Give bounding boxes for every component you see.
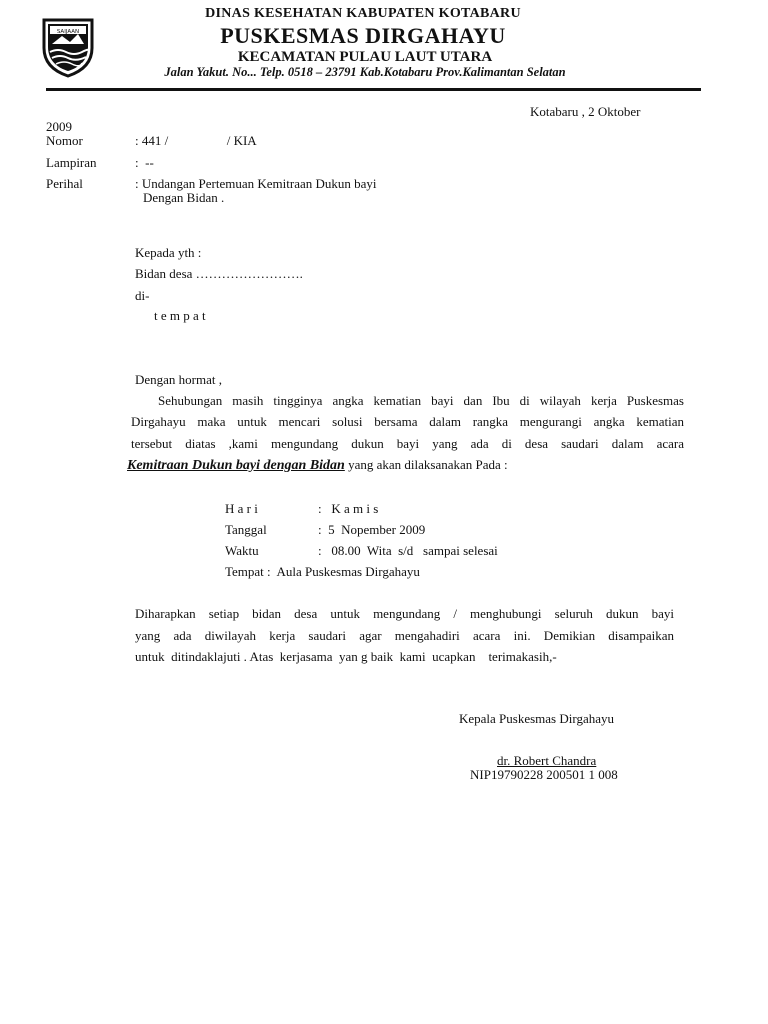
body-line-3: tersebut diatas ,kami mengundang dukun bayi yang ada di desa saudari dalam acara xyxy=(131,436,684,451)
letterhead-institution: PUSKESMAS DIRGAHAYU xyxy=(220,23,506,48)
lampiran-value: : -- xyxy=(135,155,154,170)
tanggal-value: : 5 Nopember 2009 xyxy=(318,522,426,537)
body-line-4-rest: yang akan dilaksanakan Pada : xyxy=(344,457,508,472)
letterhead-agency: DINAS KESEHATAN KABUPATEN KOTABARU xyxy=(205,6,521,21)
hari-label: H a r i xyxy=(225,501,258,516)
letter-date-year: 2009 xyxy=(46,119,72,134)
letter-date: Kotabaru , 2 Oktober xyxy=(530,104,641,119)
signature-nip: NIP19790228 200501 1 008 xyxy=(470,767,618,782)
body-line-4 xyxy=(127,457,508,474)
closing-line-3: untuk ditindaklajuti . Atas kerjasama yan g baik kami ucapkan terimakasih,- xyxy=(135,649,557,664)
letterhead-address: Jalan Yakut. No... Telp. 0518 – 23791 Kab.Kotabaru Prov.Kalimantan Selatan xyxy=(164,65,566,79)
nomor-label: Nomor xyxy=(46,133,83,148)
perihal-value-cont: Dengan Bidan . xyxy=(143,190,225,205)
signature-title: Kepala Puskesmas Dirgahayu xyxy=(459,711,615,726)
nomor-value: : 441 / / KIA xyxy=(135,133,257,148)
event-title: Kemitraan Dukun bayi dengan Bidan xyxy=(127,458,345,473)
body-line-2: Dirgahayu maka untuk mencari solusi bersama dalam rangka mengurangi angka kematian xyxy=(131,414,684,429)
waktu-label: Waktu xyxy=(225,543,259,558)
recipient-at: di- xyxy=(135,288,150,303)
letterhead-divider xyxy=(46,88,701,91)
closing-line-1: Diharapkan setiap bidan desa untuk mengundang / menghubungi seluruh dukun bayi xyxy=(135,606,674,621)
closing-line-2: yang ada diwilayah kerja saudari agar mengahadiri acara ini. Demikian disampaikan xyxy=(135,628,674,643)
svg-text:SAIJAAN: SAIJAAN xyxy=(56,29,80,35)
perihal-label: Perihal xyxy=(46,176,83,191)
perihal-value: : Undangan Pertemuan Kemitraan Dukun bayi xyxy=(135,176,377,191)
body-line-1: Sehubungan masih tingginya angka kematian bayi dan Ibu di wilayah kerja Puskesmas xyxy=(158,393,684,408)
lampiran-label: Lampiran xyxy=(46,155,97,170)
hari-value: : K a m i s xyxy=(318,501,379,516)
letterhead-district: KECAMATAN PULAU LAUT UTARA xyxy=(237,49,493,65)
tempat: Tempat : Aula Puskesmas Dirgahayu xyxy=(225,564,420,579)
recipient-place: t e m p a t xyxy=(154,308,206,323)
signature-name: dr. Robert Chandra xyxy=(497,753,597,768)
tanggal-label: Tanggal xyxy=(225,522,267,537)
salutation: Dengan hormat , xyxy=(135,372,223,387)
recipient-greeting: Kepada yth : xyxy=(135,245,202,260)
recipient-name: Bidan desa ……………………. xyxy=(135,266,303,281)
waktu-value: : 08.00 Wita s/d sampai selesai xyxy=(318,543,498,558)
